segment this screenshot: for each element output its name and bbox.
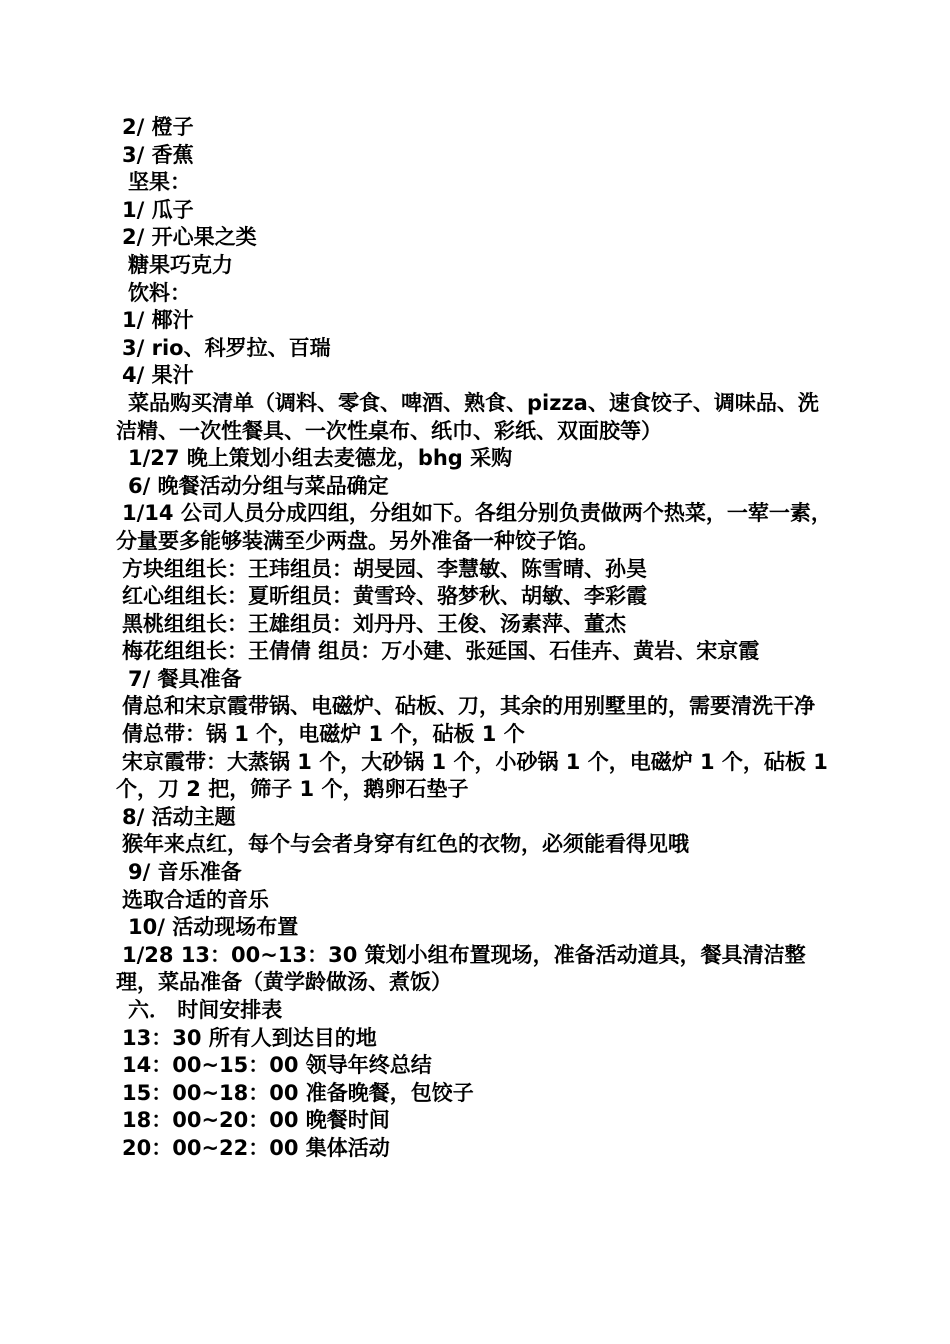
text-line: 选取合适的音乐 xyxy=(122,887,269,912)
paragraph xyxy=(116,500,832,555)
group-line: 黑桃组组长：王雄组员：刘丹丹、王俊、汤素萍、董杰 xyxy=(122,611,626,636)
section-heading: 7/ 餐具准备 xyxy=(128,666,242,691)
paragraph-text: 倩总和宋京霞带锅、电磁炉、砧板、刀，其余的用别墅里的，需要清洗干净 xyxy=(122,694,815,719)
section-heading: 六． 时间安排表 xyxy=(128,998,283,1022)
text-line: 2/ 开心果之类 xyxy=(122,225,257,250)
group-line xyxy=(116,638,832,666)
paragraph xyxy=(116,693,832,721)
text-line: 3/ rio、科罗拉、百瑞 xyxy=(122,335,331,360)
section-heading: 坚果： xyxy=(128,170,191,195)
text-line: 3/ 香蕉 xyxy=(122,142,194,167)
section-heading: 糖果巧克力 xyxy=(128,252,233,277)
paragraph-text: 宋京霞带：大蒸锅 1 个，大砂锅 1 个，小砂锅 1 个，电磁炉 1 个，砧板 1 个，刀 2 把，筛子 1 个，鹅卵石垫子 xyxy=(116,749,828,802)
schedule-item: 14：00~15：00 领导年终总结 xyxy=(122,1053,432,1078)
section-heading: 8/ 活动主题 xyxy=(122,804,236,829)
paragraph-text: 梅花组组长：王倩倩 组员：万小建、张延国、石佳卉、黄岩、宋京霞 xyxy=(122,639,760,664)
text-line: 2/ 橙子 xyxy=(122,115,194,139)
schedule-item: 20：00~22：00 集体活动 xyxy=(122,1135,390,1160)
section-heading: 饮料： xyxy=(128,280,191,305)
section-heading: 6/ 晚餐活动分组与菜品确定 xyxy=(128,473,389,498)
text-line: 4/ 果汁 xyxy=(122,363,194,388)
schedule-item: 18：00~20：00 晚餐时间 xyxy=(122,1108,390,1133)
paragraph xyxy=(116,390,832,445)
text-line: 1/ 椰汁 xyxy=(122,308,194,333)
text-line: 1/ 瓜子 xyxy=(122,197,194,222)
section-heading: 10/ 活动现场布置 xyxy=(128,915,299,940)
schedule-item: 15：00~18：00 准备晚餐，包饺子 xyxy=(122,1080,474,1105)
group-line: 红心组组长：夏昕组员：黄雪玲、骆梦秋、胡敏、李彩霞 xyxy=(122,584,647,609)
document-page xyxy=(116,114,832,1163)
paragraph-text: 1/28 13：00~13：30 策划小组布置现场，准备活动道具，餐具清洁整理，菜品准备（黄学龄做汤、煮饭） xyxy=(116,942,806,995)
group-line: 方块组组长：王玮组员：胡旻园、李慧敏、陈雪晴、孙昊 xyxy=(122,556,647,581)
text-line: 猴年来点红，每个与会者身穿有红色的衣物，必须能看得见哦 xyxy=(122,832,689,857)
paragraph xyxy=(116,749,832,804)
schedule-item: 13：30 所有人到达目的地 xyxy=(122,1025,377,1050)
text-line: 倩总带：锅 1 个，电磁炉 1 个，砧板 1 个 xyxy=(122,722,525,747)
section-heading: 9/ 音乐准备 xyxy=(128,860,242,885)
paragraph-text: 1/14 公司人员分成四组，分组如下。各组分别负责做两个热菜，一荤一素，分量要多能够装满至少两盘。另外准备一种饺子馅。 xyxy=(116,501,832,553)
paragraph xyxy=(116,942,832,997)
paragraph-text: 菜品购买清单（调料、零食、啤酒、熟食、pizza、速食饺子、调味品、洗洁精、一次性餐具、一次性桌布、纸巾、彩纸、双面胶等） xyxy=(116,390,819,443)
text-line: 1/27 晚上策划小组去麦德龙，bhg 采购 xyxy=(128,446,513,471)
